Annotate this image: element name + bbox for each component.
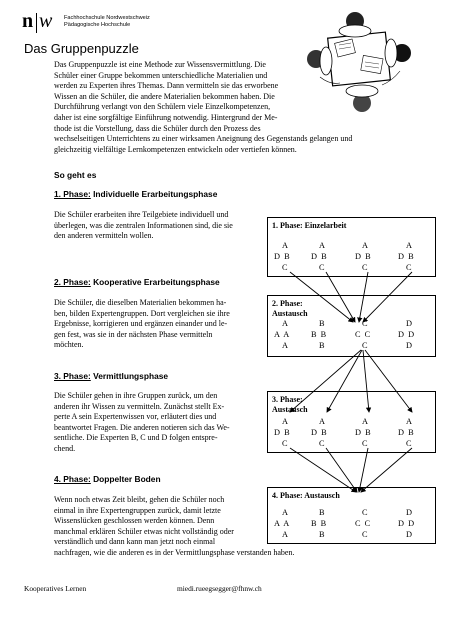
box4-r1-c3: C <box>362 508 368 517</box>
diagram-box-2-title: 2. Phase: Austausch <box>272 299 308 318</box>
phase-2-text: Die Schüler, die dieselben Materialien bekommen ha- ben, bilden Expertengruppen. Dort vergleichen sie ihre Ergebnisse, korrigieren und ergänzen einander und le- gen fest, was sie in der nächsten Phase vermitteln möchten. <box>54 298 230 350</box>
phase-1-label: 1. Phase: <box>54 189 91 199</box>
box4-r2-c4: D D <box>398 519 415 528</box>
box2-r1-c2: B <box>319 319 325 328</box>
phase-3-name: Vermittlungsphase <box>90 371 169 381</box>
box1-r2-c4: D B <box>398 252 414 261</box>
institution-line-1: Fachhochschule Nordwestschweiz <box>64 15 150 21</box>
institution-line-2: Pädagogische Hochschule <box>64 22 131 28</box>
box4-r1-c2: B <box>319 508 325 517</box>
box3-r3-c1: C <box>282 439 288 448</box>
box2-r3-c1: A <box>282 341 288 350</box>
box3-r2-c4: D B <box>398 428 414 437</box>
box4-r3-c1: A <box>282 530 288 539</box>
diagram-box-1-title: 1. Phase: Einzelarbeit <box>272 221 347 230</box>
box1-r3-c4: C <box>406 263 412 272</box>
box2-r1-c4: D <box>406 319 412 328</box>
logo-letter-n: n <box>22 10 34 32</box>
diagram-box-4-title: 4. Phase: Austausch <box>272 491 340 500</box>
page-title: Das Gruppenpuzzle <box>24 41 139 56</box>
box4-r2-c1: A A <box>274 519 290 528</box>
footer-left: Kooperatives Lernen <box>24 584 87 593</box>
box1-r3-c1: C <box>282 263 288 272</box>
box2-r3-c3: C <box>362 341 368 350</box>
box3-r3-c4: C <box>406 439 412 448</box>
footer-email: miedi.rueegsegger@fhnw.ch <box>177 584 262 593</box>
box3-r2-c2: D B <box>311 428 327 437</box>
diagram-box-3-title: 3. Phase: Austausch <box>272 395 308 414</box>
box1-r3-c2: C <box>319 263 325 272</box>
box1-r1-c3: A <box>362 241 368 250</box>
box1-r1-c2: A <box>319 241 325 250</box>
box3-r1-c3: A <box>362 417 368 426</box>
box2-r1-c1: A <box>282 319 288 328</box>
box4-r3-c2: B <box>319 530 325 539</box>
box1-r2-c3: D B <box>355 252 371 261</box>
box4-r2-c3: C C <box>355 519 371 528</box>
box2-r2-c2: B B <box>311 330 327 339</box>
phase-4-label: 4. Phase: <box>54 474 91 484</box>
box2-r1-c3: C <box>362 319 368 328</box>
phase-1-text: Die Schüler erarbeiten ihre Teilgebiete individuell und überlegen, was die zentralen Informationen sind, die sie den anderen vermitteln wollen. <box>54 210 233 241</box>
box2-r3-c4: D <box>406 341 412 350</box>
box3-r1-c4: A <box>406 417 412 426</box>
box3-r1-c2: A <box>319 417 325 426</box>
box3-r3-c3: C <box>362 439 368 448</box>
phase-2-label: 2. Phase: <box>54 277 91 287</box>
box3-r2-c1: D B <box>274 428 290 437</box>
box2-r3-c2: B <box>319 341 325 350</box>
box4-r3-c4: D <box>406 530 412 539</box>
box1-r1-c1: A <box>282 241 288 250</box>
phase-2-name: Kooperative Erarbeitungsphase <box>90 277 220 287</box>
box1-r2-c2: D B <box>311 252 327 261</box>
box3-r2-c3: D B <box>355 428 371 437</box>
phase-1-name: Individuelle Erarbeitungsphase <box>90 189 218 199</box>
box4-r3-c3: C <box>362 530 368 539</box>
box4-r1-c4: D <box>406 508 412 517</box>
logo-letter-w: w <box>39 10 53 32</box>
box4-r2-c2: B B <box>311 519 327 528</box>
section-heading-so-geht-es: So geht es <box>54 170 97 180</box>
box2-r2-c4: D D <box>398 330 415 339</box>
box1-r1-c4: A <box>406 241 412 250</box>
box3-r1-c1: A <box>282 417 288 426</box>
box1-r3-c3: C <box>362 263 368 272</box>
box1-r2-c1: D B <box>274 252 290 261</box>
box2-r2-c1: A A <box>274 330 290 339</box>
phase-4-text: Wenn noch etwas Zeit bleibt, gehen die Schüler noch einmal in ihre Expertengruppen zurück, damit letzte Wissenslücken geschlossen werden können. Denn manchmal erklären Schüler etwas nicht vollständig oder verständlich und dann kann man jetzt noch einmal nachfragen, wie die anderen es in der Vermittlungsphase verstanden haben. <box>54 495 295 557</box>
phase-3-text: Die Schüler gehen in ihre Gruppen zurück, um den anderen ihr Wissen zu vermitteln. Zunächst stellt Ex- perte A sein Expertenwissen vor, erläutert dies und beantwortet Fragen. Die anderen notieren sich das We- sentliche. Die Experten B, C und D folgen entspre- chend. <box>54 391 230 453</box>
intro-paragraph: Das Gruppenpuzzle ist eine Methode zur Wissensvermittlung. Die Schüler einer Gruppe bekommen unterschiedliche Materialien und werden zu Experten ihres Themas. Dann vermitteln sie das erworbene Wissen an die Schüler, die andere Materialien bekommen haben. Die Durchführung verlangt von den Schülern viele Einzelkompetenzen, daher ist eine sorgfältige Einführung notwendig. Hintergrund der Me- thode ist die Vorstellung, dass die Schüler durch den Prozess des wechselseitigen Unterrichtens zu einer wirksamen Aneignung des Gegenstands gelangen und gleichzeitig vielfältige Lernkompetenzen entwickeln oder vertiefen können. <box>54 60 353 154</box>
phase-4-name: Doppelter Boden <box>90 474 161 484</box>
box3-r3-c2: C <box>319 439 325 448</box>
box4-r1-c1: A <box>282 508 288 517</box>
box2-r2-c3: C C <box>355 330 371 339</box>
phase-3-label: 3. Phase: <box>54 371 91 381</box>
